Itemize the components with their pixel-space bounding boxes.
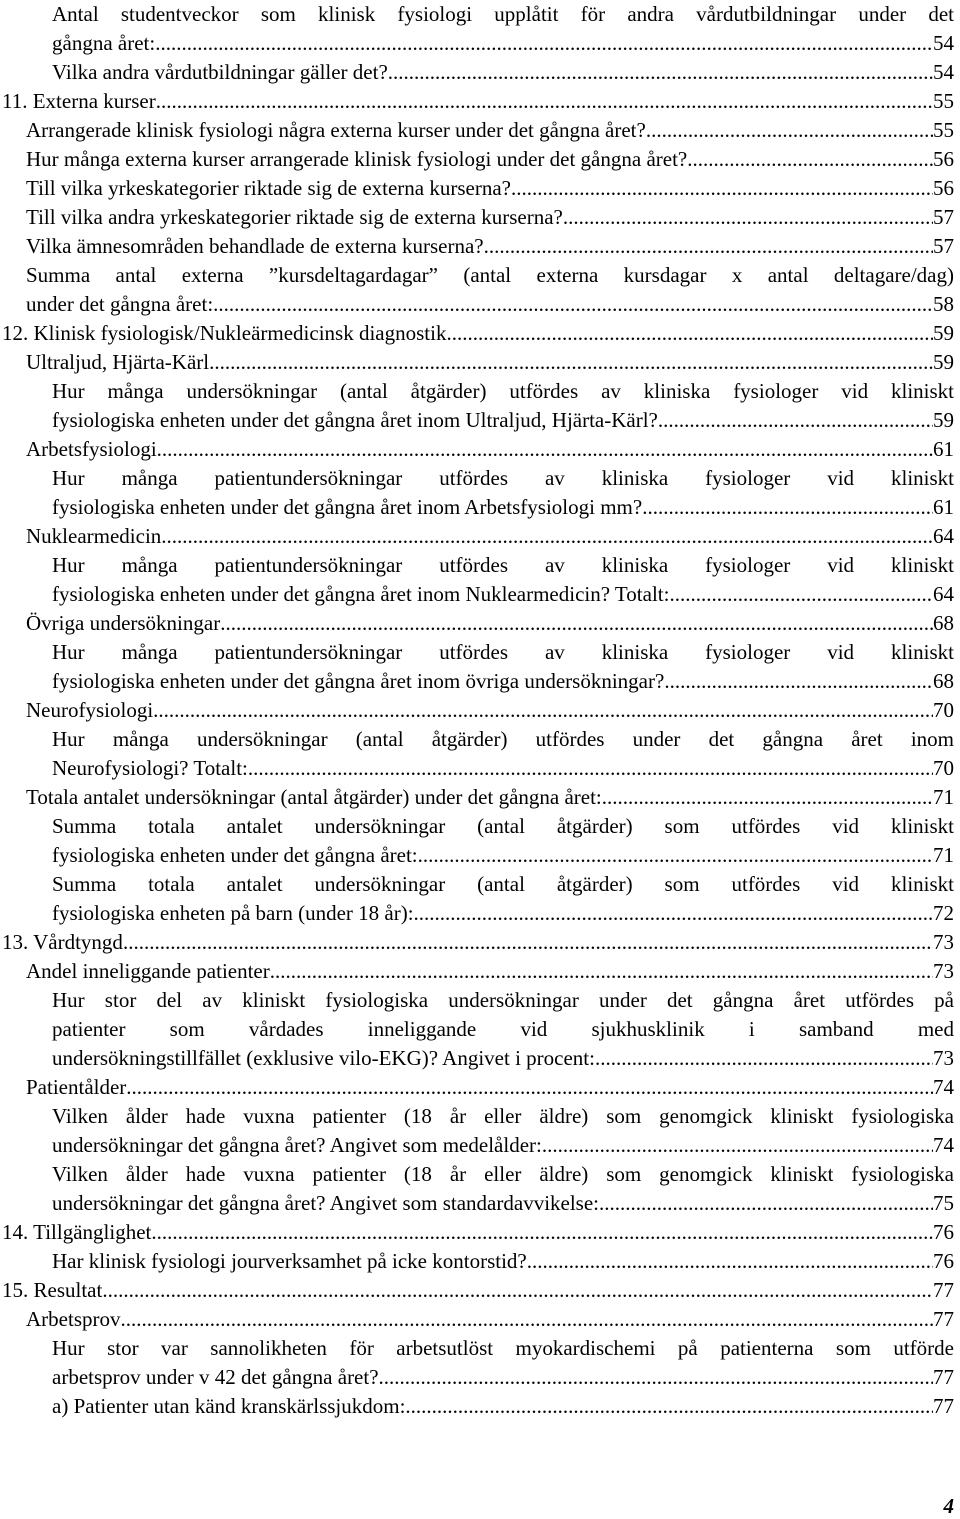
toc-entry-text: undersökningar det gångna året? Angivet som medelålder: [52,1133,542,1157]
toc-entry-text: fysiologiska enheten på barn (under 18 år): [52,901,414,925]
toc-entry-text: under det gångna året: [26,292,214,316]
toc-page-number: 54 [933,31,954,55]
toc-entry-text: Övriga undersökningar [26,611,221,635]
toc-entry[interactable] [0,1218,960,1247]
toc-page-number: 68 [933,669,954,693]
dot-leader [658,406,933,435]
toc-entry-text: Hur många externa kurser arrangerade klinisk fysiologi under det gångna året? [26,147,688,171]
toc-page-number: 59 [933,350,954,374]
toc-entry[interactable] [0,1305,960,1334]
toc-entry-text: 13. Vårdtyngd [2,930,123,954]
toc-entry[interactable] [0,1073,960,1102]
toc-entry-text: Arbetsfysiologi [26,437,157,461]
toc-page-number: 55 [933,89,954,113]
toc-entry-text: patienter som vårdades inneliggande vid sjukhusklinik i samband med [52,1017,954,1041]
dot-leader [161,522,933,551]
toc-page-number: 71 [933,785,954,809]
toc-entry-text: Hur många patientundersökningar utfördes av kliniska fysiologer vid kliniskt [52,466,954,490]
toc-page-number: 76 [933,1249,954,1273]
toc-entry-text: Andel inneliggande patienter [26,959,270,983]
dot-leader [646,116,933,145]
toc-entry[interactable] [0,145,960,174]
toc-page-number: 77 [933,1394,954,1418]
toc-entry[interactable] [0,435,960,464]
toc-entry[interactable] [0,1276,960,1305]
toc-entry[interactable] [0,232,960,261]
toc-entry-text: Neurofysiologi [26,698,154,722]
toc-entry[interactable] [0,116,960,145]
toc-entry-text: Totala antalet undersökningar (antal åtgärder) under det gångna året: [26,785,602,809]
toc-entry[interactable] [0,1247,960,1276]
toc-entry-text: 12. Klinisk fysiologisk/Nukleärmedicinsk diagnostik [2,321,447,345]
dot-leader [213,290,933,319]
toc-entry-text: Till vilka andra yrkeskategorier riktade sig de externa kurserna? [26,205,563,229]
toc-entry-text: Arrangerade klinisk fysiologi några externa kurser under det gångna året? [26,118,646,142]
dot-leader [446,319,933,348]
toc-page-number: 58 [933,292,954,316]
toc-page-number: 56 [933,176,954,200]
toc-entry-text: arbetsprov under v 42 det gångna året? [52,1365,379,1389]
toc-page-number: 64 [933,582,954,606]
toc-entry-text: Antal studentveckor som klinisk fysiologi upplåtit för andra vårdutbildningar under det [52,2,954,26]
toc-entry[interactable] [0,464,960,522]
toc-page-number: 56 [933,147,954,171]
dot-leader [418,841,933,870]
toc-entry[interactable] [0,638,960,696]
toc-entry[interactable] [0,783,960,812]
toc-entry-text: gångna året: [52,31,156,55]
dot-leader [669,580,933,609]
toc-entry-text: Patientålder [26,1075,127,1099]
toc-entry[interactable] [0,58,960,87]
dot-leader [388,58,933,87]
dot-leader [209,348,933,377]
toc-entry[interactable] [0,377,960,435]
dot-leader [153,696,933,725]
dot-leader [120,1305,933,1334]
toc-page-number: 70 [933,698,954,722]
dot-leader [270,957,933,986]
toc-entry[interactable] [0,957,960,986]
toc-page-number: 77 [933,1307,954,1331]
toc-entry-text: Har klinisk fysiologi jourverksamhet på icke kontorstid? [52,1249,527,1273]
toc-entry-text: Vilka ämnesområden behandlade de externa kurserna? [26,234,484,258]
toc-entry[interactable] [0,522,960,551]
toc-page-number: 75 [933,1191,954,1215]
toc-entry[interactable] [0,725,960,783]
toc-page-number: 73 [933,930,954,954]
dot-leader [123,928,933,957]
toc-entry[interactable] [0,203,960,232]
toc-entry[interactable] [0,551,960,609]
toc-entry-text: Hur stor var sannolikheten för arbetsutlöst myokardischemi på patienterna som utförde [52,1336,954,1360]
toc-entry-text: Nuklearmedicin [26,524,162,548]
toc-entry-text: fysiologiska enheten under det gångna året inom Nuklearmedicin? Totalt: [52,582,670,606]
toc-entry-text: Vilken ålder hade vuxna patienter (18 år eller äldre) som genomgick kliniskt fysiologiska [52,1162,954,1186]
dot-leader [602,783,933,812]
toc-page-number: 57 [933,205,954,229]
toc-entry-text: Summa totala antalet undersökningar (antal åtgärder) som utfördes vid kliniskt [52,814,954,838]
toc-entry-text: a) Patienter utan känd kranskärlssjukdom: [52,1394,406,1418]
dot-leader [687,145,933,174]
toc-entry-text: Till vilka yrkeskategorier riktade sig de externa kurserna? [26,176,511,200]
dot-leader [157,435,933,464]
toc-entry-text: Neurofysiologi? Totalt: [52,756,248,780]
toc-entry-text: Hur stor del av kliniskt fysiologiska undersökningar under det gångna året utfördes på [52,988,954,1012]
toc-page-number: 73 [933,1046,954,1070]
toc-entry[interactable] [0,870,960,928]
toc-entry[interactable] [0,696,960,725]
dot-leader [511,174,933,203]
toc-entry-text: Hur många undersökningar (antal åtgärder) utfördes av kliniska fysiologer vid kliniskt [52,379,954,403]
dot-leader [102,1276,933,1305]
dot-leader [484,232,933,261]
toc-entry-text: Hur många undersökningar (antal åtgärder) utfördes under det gångna året inom [52,727,954,751]
toc-entry[interactable] [0,1102,960,1160]
toc-entry-text: Ultraljud, Hjärta-Kärl [26,350,210,374]
toc-entry-text: fysiologiska enheten under det gångna året: [52,843,418,867]
toc-entry-text: Hur många patientundersökningar utfördes av kliniska fysiologer vid kliniskt [52,553,954,577]
dot-leader [595,1044,933,1073]
toc-entry-text: 11. Externa kurser [2,89,156,113]
toc-page-number: 55 [933,118,954,142]
toc-entry[interactable] [0,986,960,1073]
toc-page-number: 73 [933,959,954,983]
toc-entry[interactable] [0,1334,960,1392]
dot-leader [248,754,933,783]
toc-entry[interactable] [0,87,960,116]
toc-entry[interactable] [0,609,960,638]
toc-entry-text: Hur många patientundersökningar utfördes av kliniska fysiologer vid kliniskt [52,640,954,664]
toc-entry[interactable] [0,174,960,203]
toc-page-number: 77 [933,1365,954,1389]
toc-page-number: 64 [933,524,954,548]
toc-page-number: 74 [933,1133,954,1157]
toc-entry-text: undersökningstillfället (exklusive vilo-EKG)? Angivet i procent: [52,1046,595,1070]
dot-leader [155,29,933,58]
toc-entry[interactable] [0,1392,960,1421]
toc-page-number: 76 [933,1220,954,1244]
page-number: 4 [943,1494,954,1518]
dot-leader [642,493,933,522]
toc-page-number: 57 [933,234,954,258]
dot-leader [599,1189,933,1218]
toc-entry-text: Summa antal externa ”kursdeltagardagar” (antal externa kursdagar x antal deltagare/dag) [26,263,954,287]
dot-leader [563,203,933,232]
toc-entry-text: Vilken ålder hade vuxna patienter (18 år eller äldre) som genomgick kliniskt fysiologiska [52,1104,954,1128]
toc-entry[interactable] [0,261,960,319]
toc-page-number: 68 [933,611,954,635]
toc-entry-text: 15. Resultat [2,1278,103,1302]
toc-entry[interactable] [0,928,960,957]
toc-entry-text: 14. Tillgänglighet [2,1220,152,1244]
toc-page-number: 54 [933,60,954,84]
toc-entry-text: Arbetsprov [26,1307,121,1331]
dot-leader [126,1073,933,1102]
dot-leader [542,1131,933,1160]
toc-entry-text: fysiologiska enheten under det gångna året inom Ultraljud, Hjärta-Kärl? [52,408,658,432]
toc-page-number: 59 [933,408,954,432]
toc-entry[interactable] [0,0,960,58]
toc-entry-text: undersökningar det gångna året? Angivet som standardavvikelse: [52,1191,600,1215]
toc-page-number: 77 [933,1278,954,1302]
toc-page-number: 61 [933,437,954,461]
toc-entry[interactable] [0,348,960,377]
toc-entry-text: Summa totala antalet undersökningar (antal åtgärder) som utfördes vid kliniskt [52,872,954,896]
toc-page-number: 72 [933,901,954,925]
toc-page-number: 59 [933,321,954,345]
dot-leader [379,1363,933,1392]
toc-entry-text: fysiologiska enheten under det gångna året inom Arbetsfysiologi mm? [52,495,643,519]
toc-entry[interactable] [0,319,960,348]
dot-leader [664,667,933,696]
toc-entry-text: Vilka andra vårdutbildningar gäller det? [52,60,388,84]
toc-entry-text: fysiologiska enheten under det gångna året inom övriga undersökningar? [52,669,665,693]
dot-leader [414,899,933,928]
toc-page-number: 71 [933,843,954,867]
dot-leader [220,609,933,638]
dot-leader [405,1392,933,1421]
dot-leader [151,1218,933,1247]
dot-leader [156,87,933,116]
toc-page-number: 70 [933,756,954,780]
toc-entry[interactable] [0,812,960,870]
toc-entry[interactable] [0,1160,960,1218]
toc-page-number: 74 [933,1075,954,1099]
toc-page-number: 61 [933,495,954,519]
dot-leader [527,1247,933,1276]
